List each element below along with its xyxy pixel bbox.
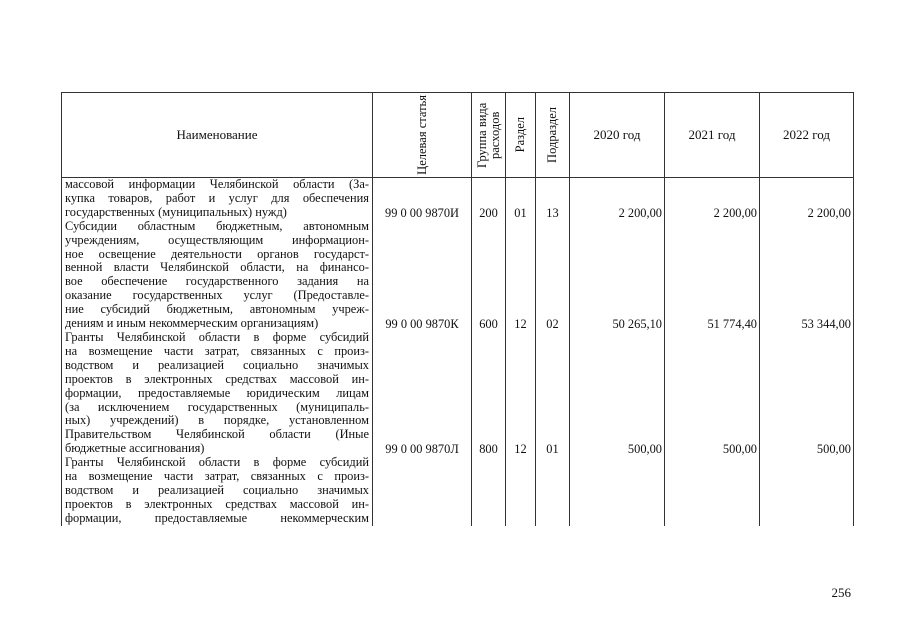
row-subsection bbox=[536, 456, 570, 526]
header-2020: 2020 год bbox=[570, 93, 665, 178]
description-line: Правительством Челябинской области (Иные bbox=[65, 427, 369, 442]
description-line: ное освещение деятельности органов государст- bbox=[65, 246, 369, 261]
row-description bbox=[62, 456, 373, 526]
description-line: учреждениям, осуществляющим информацион- bbox=[65, 232, 369, 247]
row-value-2021 bbox=[665, 456, 760, 526]
row-description bbox=[62, 178, 373, 220]
description-line: Субсидии областным бюджетным, автономным bbox=[65, 218, 369, 233]
row-description bbox=[62, 220, 373, 331]
table-row bbox=[62, 220, 854, 331]
description-line: массовой информации Челябинской области (За- bbox=[65, 177, 369, 191]
table-row bbox=[62, 456, 854, 526]
row-value-2021: 500,00 bbox=[665, 331, 760, 456]
table-row bbox=[62, 331, 854, 456]
description-line: оказание государственных услуг (Предоставле- bbox=[65, 288, 369, 303]
description-line: дениям и иным некоммерческим организациям) bbox=[65, 316, 319, 331]
description-line: купка товаров, работ и услуг для обеспечения bbox=[65, 190, 369, 205]
table-header-row bbox=[62, 93, 854, 178]
row-expense-group bbox=[472, 456, 506, 526]
row-subsection: 01 bbox=[536, 331, 570, 456]
header-2021: 2021 год bbox=[665, 93, 760, 178]
row-value-2022 bbox=[760, 456, 854, 526]
row-value-2020 bbox=[570, 456, 665, 526]
description-line: Гранты Челябинской области в форме субсидий bbox=[65, 455, 369, 470]
header-name: Наименование bbox=[62, 93, 373, 178]
row-value-2020: 500,00 bbox=[570, 331, 665, 456]
header-subsection: Подраздел bbox=[536, 93, 570, 178]
description-line: государственных (муниципальных) нужд) bbox=[65, 204, 287, 219]
description-line: бюджетные ассигнования) bbox=[65, 441, 205, 456]
row-value-2022: 53 344,00 bbox=[760, 220, 854, 331]
row-subsection: 02 bbox=[536, 220, 570, 331]
budget-table bbox=[61, 92, 854, 526]
description-line: венной власти Челябинской области, на финансо- bbox=[65, 260, 369, 275]
row-expense-group: 200 bbox=[472, 178, 506, 220]
row-target-article: 99 0 00 9870К bbox=[373, 220, 472, 331]
description-line: Гранты Челябинской области в форме субсидий bbox=[65, 329, 369, 344]
row-value-2022: 500,00 bbox=[760, 331, 854, 456]
description-line: водством и реализацией социально значимых bbox=[65, 357, 369, 372]
row-expense-group: 600 bbox=[472, 220, 506, 331]
description-line: формации, предоставляемые некоммерческим bbox=[65, 510, 369, 525]
row-section bbox=[506, 456, 536, 526]
header-section: Раздел bbox=[506, 93, 536, 178]
row-expense-group: 800 bbox=[472, 331, 506, 456]
row-section: 12 bbox=[506, 331, 536, 456]
row-value-2020: 50 265,10 bbox=[570, 220, 665, 331]
table-row bbox=[62, 178, 854, 220]
row-section: 12 bbox=[506, 220, 536, 331]
row-target-article: 99 0 00 9870Л bbox=[373, 331, 472, 456]
row-section: 01 bbox=[506, 178, 536, 220]
description-line: формации, предоставляемые юридическим лицам bbox=[65, 385, 369, 400]
header-expense-group: Группа вида расходов bbox=[472, 93, 506, 178]
description-line: ных) учреждений) в порядке, установленном bbox=[65, 413, 369, 428]
description-line: на возмещение части затрат, связанных с произ- bbox=[65, 343, 369, 358]
row-subsection: 13 bbox=[536, 178, 570, 220]
description-line: ние субсидий бюджетным, автономным учреж- bbox=[65, 302, 369, 317]
page-number: 256 bbox=[831, 585, 851, 600]
description-line: проектов в электронных средствах массовой ин- bbox=[65, 496, 369, 511]
row-target-article bbox=[373, 456, 472, 526]
description-line: (за исключением государственных (муниципаль- bbox=[65, 399, 369, 414]
description-line: проектов в электронных средствах массовой ин- bbox=[65, 371, 369, 386]
header-2022: 2022 год bbox=[760, 93, 854, 178]
description-line: на возмещение части затрат, связанных с произ- bbox=[65, 469, 369, 484]
row-target-article: 99 0 00 9870И bbox=[373, 178, 472, 220]
row-value-2021: 51 774,40 bbox=[665, 220, 760, 331]
header-target-article: Целевая статья bbox=[373, 93, 472, 178]
row-value-2020: 2 200,00 bbox=[570, 178, 665, 220]
description-line: вое обеспечение государственного задания на bbox=[65, 274, 369, 289]
description-line: водством и реализацией социально значимых bbox=[65, 482, 369, 497]
row-value-2022: 2 200,00 bbox=[760, 178, 854, 220]
row-description bbox=[62, 331, 373, 456]
row-value-2021: 2 200,00 bbox=[665, 178, 760, 220]
